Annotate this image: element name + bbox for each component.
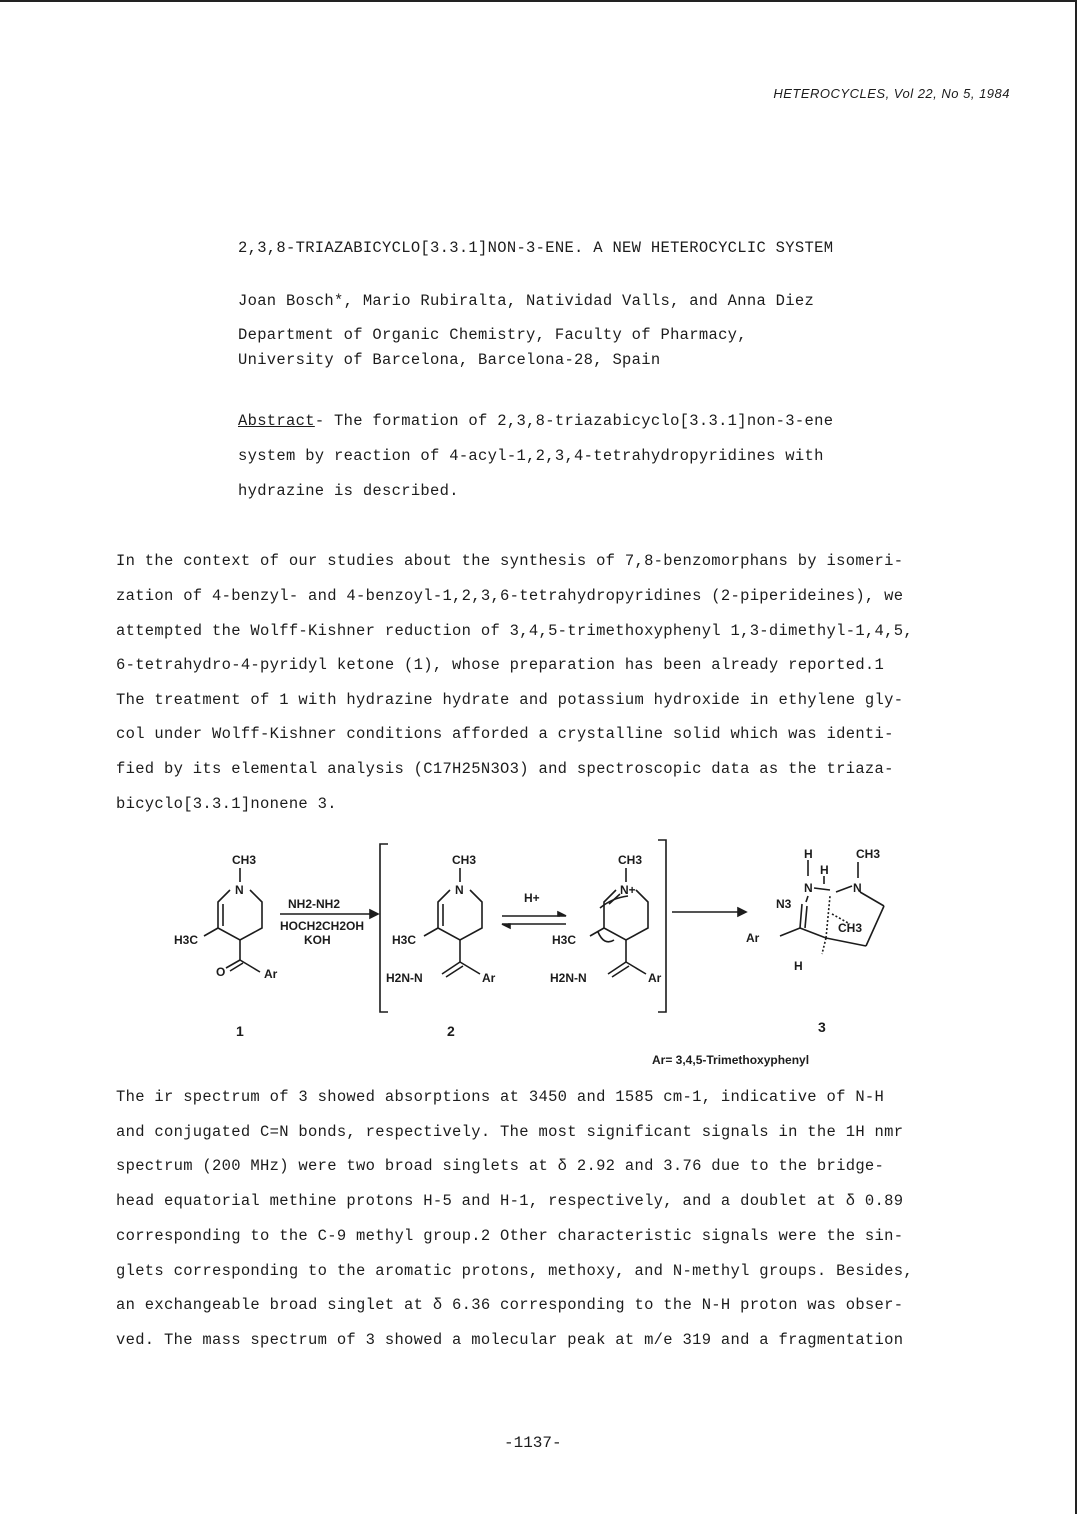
abstract-line-3: hydrazine is described. <box>238 482 459 500</box>
svg-text:N: N <box>804 881 813 895</box>
para1-line: fied by its elemental analysis (C17H25N3O3) and spectroscopic data as the triaza- <box>116 760 894 778</box>
svg-text:H+: H+ <box>524 891 540 905</box>
para1-line: In the context of our studies about the synthesis of 7,8-benzomorphans by isomeri- <box>116 552 904 570</box>
svg-text:1: 1 <box>236 1023 244 1039</box>
svg-text:3: 3 <box>818 1019 826 1035</box>
paper-title: 2,3,8-TRIAZABICYCLO[3.3.1]NON-3-ENE. A NEW HETEROCYCLIC SYSTEM <box>238 239 834 257</box>
ar-definition: Ar= 3,4,5-Trimethoxyphenyl <box>652 1053 810 1067</box>
svg-text:H3C: H3C <box>174 933 199 947</box>
para1-line: bicyclo[3.3.1]nonene 3. <box>116 795 337 813</box>
para2-line: The ir spectrum of 3 showed absorptions at 3450 and 1585 cm-1, indicative of N-H <box>116 1088 885 1106</box>
svg-text:CH3: CH3 <box>452 853 477 867</box>
svg-text:CH3: CH3 <box>232 853 257 867</box>
abstract-line-1: Abstract- The formation of 2,3,8-triazabicyclo[3.3.1]non-3-ene <box>238 412 834 430</box>
svg-text:Ar: Ar <box>746 931 760 945</box>
page-border-top <box>0 0 1077 2</box>
svg-text:NH2-NH2: NH2-NH2 <box>288 897 341 911</box>
para1-line: 6-tetrahydro-4-pyridyl ketone (1), whose preparation has been already reported.1 <box>116 656 885 674</box>
svg-text:2: 2 <box>447 1023 455 1039</box>
svg-text:H3C: H3C <box>552 933 577 947</box>
svg-text:H3C: H3C <box>392 933 417 947</box>
svg-text:H2N-N: H2N-N <box>550 971 587 985</box>
svg-text:H: H <box>820 863 829 877</box>
abstract-label: Abstract <box>238 412 315 430</box>
reaction-scheme <box>160 836 920 1076</box>
para2-line: and conjugated C=N bonds, respectively. The most significant signals in the 1H nmr <box>116 1123 904 1141</box>
para2-line: corresponding to the C-9 methyl group.2 Other characteristic signals were the sin- <box>116 1227 904 1245</box>
para1-line: The treatment of 1 with hydrazine hydrate and potassium hydroxide in ethylene gly- <box>116 691 904 709</box>
page-number: -1137- <box>504 1434 562 1452</box>
affiliation-line-1: Department of Organic Chemistry, Faculty of Pharmacy, <box>238 326 747 344</box>
para1-line: attempted the Wolff-Kishner reduction of 3,4,5-trimethoxyphenyl 1,3-dimethyl-1,4,5, <box>116 622 913 640</box>
svg-text:N: N <box>455 883 464 897</box>
para2-line: ved. The mass spectrum of 3 showed a molecular peak at m/e 319 and a fragmentation <box>116 1331 904 1349</box>
para1-line: zation of 4-benzyl- and 4-benzoyl-1,2,3,6-tetrahydropyridines (2-piperideines), we <box>116 587 904 605</box>
svg-text:CH3: CH3 <box>838 921 863 935</box>
journal-header: HETEROCYCLES, Vol 22, No 5, 1984 <box>773 86 1010 101</box>
para2-line: glets corresponding to the aromatic protons, methoxy, and N-methyl groups. Besides, <box>116 1262 913 1280</box>
svg-text:Ar: Ar <box>264 967 278 981</box>
svg-text:CH3: CH3 <box>618 853 643 867</box>
svg-text:Ar: Ar <box>482 971 496 985</box>
para1-line: col under Wolff-Kishner conditions afforded a crystalline solid which was identi- <box>116 725 894 743</box>
svg-text:Ar: Ar <box>648 971 662 985</box>
svg-text:H: H <box>794 959 803 973</box>
svg-text:N: N <box>853 881 862 895</box>
abstract-line-2: system by reaction of 4-acyl-1,2,3,4-tetrahydropyridines with <box>238 447 824 465</box>
svg-text:H: H <box>804 847 813 861</box>
svg-text:KOH: KOH <box>304 933 331 947</box>
svg-text:N3: N3 <box>776 897 792 911</box>
svg-text:O: O <box>216 965 226 979</box>
reaction-scheme-graphic <box>160 836 920 1076</box>
svg-text:H2N-N: H2N-N <box>386 971 423 985</box>
svg-text:HOCH2CH2OH: HOCH2CH2OH <box>280 919 365 933</box>
author-list: Joan Bosch*, Mario Rubiralta, Natividad Valls, and Anna Diez <box>238 292 815 310</box>
svg-text:N: N <box>235 883 244 897</box>
para2-line: an exchangeable broad singlet at δ 6.36 corresponding to the N-H proton was obser- <box>116 1296 904 1314</box>
affiliation-line-2: University of Barcelona, Barcelona-28, Spain <box>238 351 661 369</box>
para2-line: spectrum (200 MHz) were two broad singlets at δ 2.92 and 3.76 due to the bridge- <box>116 1157 885 1175</box>
svg-text:CH3: CH3 <box>856 847 881 861</box>
svg-text:N+: N+ <box>620 883 636 897</box>
para2-line: head equatorial methine protons H-5 and H-1, respectively, and a doublet at δ 0.89 <box>116 1192 904 1210</box>
